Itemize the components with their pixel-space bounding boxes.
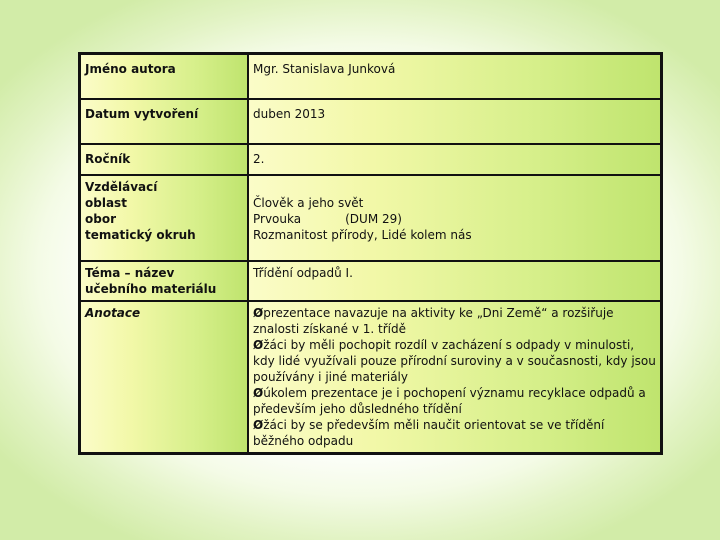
arrow-bullet-icon: Ø	[253, 418, 264, 432]
author-value: Mgr. Stanislava Junková	[248, 54, 661, 99]
topic-label-line: učebního materiálu	[85, 282, 217, 296]
arrow-bullet-icon: Ø	[253, 306, 264, 320]
topic-label	[80, 261, 248, 301]
date-value: duben 2013	[248, 99, 661, 144]
area-label-line: Vzdělávací	[85, 180, 158, 194]
area-label-line: tematický okruh	[85, 228, 196, 242]
table-row-annotation	[80, 301, 661, 453]
table-row-author	[80, 54, 661, 99]
table-row-grade	[80, 144, 661, 175]
area-label	[80, 175, 248, 261]
area-value	[248, 175, 661, 261]
annotation-item	[253, 305, 656, 337]
topic-label-line: Téma – název	[85, 266, 175, 280]
arrow-bullet-icon: Ø	[253, 386, 264, 400]
topic-value: Třídění odpadů I.	[248, 261, 661, 301]
annotation-item-text: úkolem prezentace je i pochopení významu recyklace odpadů a především jeho důsledného třídění	[253, 386, 646, 416]
annotation-item	[253, 337, 656, 385]
info-table	[78, 52, 663, 455]
annotation-item	[253, 417, 656, 449]
annotation-item	[253, 385, 656, 417]
table-row-date	[80, 99, 661, 144]
table-row-topic	[80, 261, 661, 301]
grade-value: 2.	[248, 144, 661, 175]
annotation-value	[248, 301, 661, 453]
area-label-line: obor	[85, 212, 116, 226]
table-row-area	[80, 175, 661, 261]
annotation-item-text: žáci by měli pochopit rozdíl v zacházení s odpady v minulosti, kdy lidé využívali pouze přírodní suroviny a v současnosti, kdy jsou používány i jiné materiály	[253, 338, 656, 384]
date-label: Datum vytvoření	[80, 99, 248, 144]
annotation-label: Anotace	[80, 301, 248, 453]
annotation-item-text: prezentace navazuje na aktivity ke „Dni Země“ a rozšiřuje znalosti získané v 1. třídě	[253, 306, 614, 336]
area-label-line: oblast	[85, 196, 127, 210]
dum-number: (DUM 29)	[345, 212, 402, 226]
subject-text: Prvouka	[253, 212, 302, 226]
area-value-line	[253, 211, 656, 227]
arrow-bullet-icon: Ø	[253, 338, 264, 352]
area-value-line: Rozmanitost přírody, Lidé kolem nás	[253, 228, 472, 242]
area-value-line: Člověk a jeho svět	[253, 196, 364, 210]
grade-label: Ročník	[80, 144, 248, 175]
author-label: Jméno autora	[80, 54, 248, 99]
annotation-item-text: žáci by se především měli naučit orientovat se ve třídění běžného odpadu	[253, 418, 605, 448]
